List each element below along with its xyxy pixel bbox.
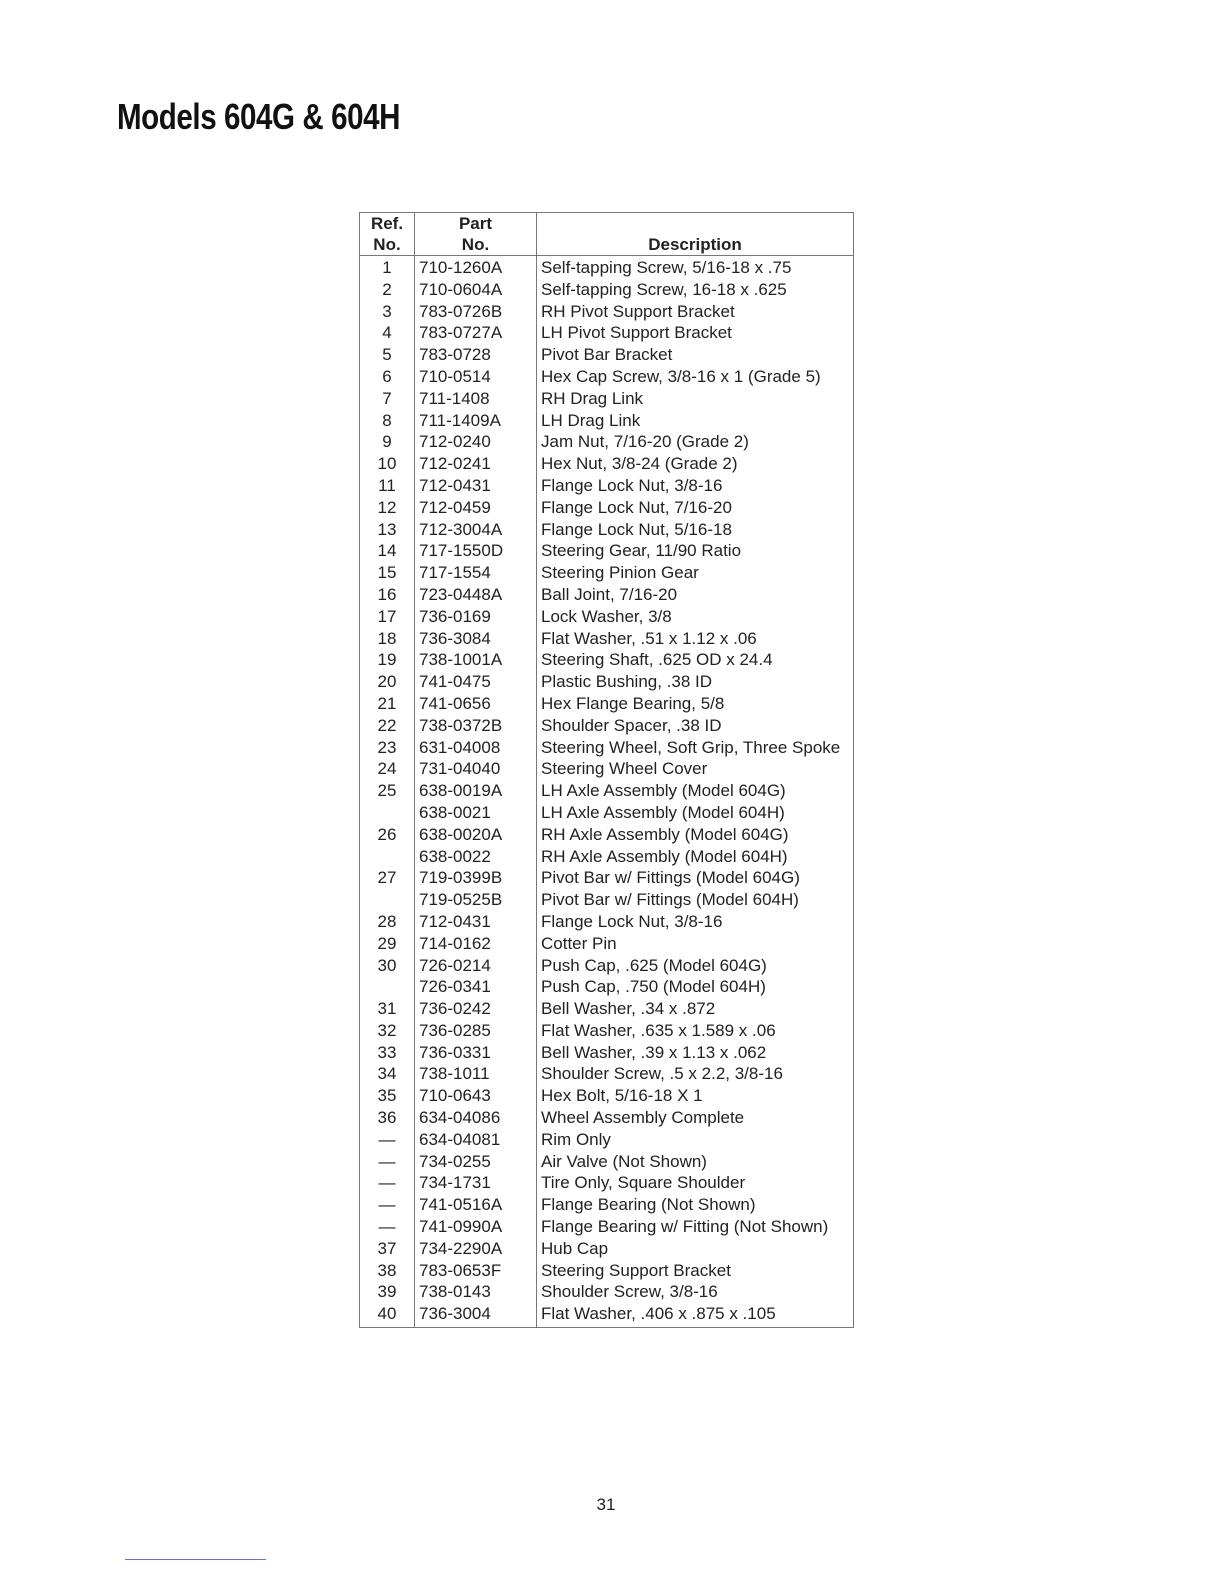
table-row (360, 562, 854, 584)
description-cell: Flat Washer, .635 x 1.589 x .06 (541, 1020, 776, 1040)
table-row (360, 1063, 854, 1085)
ref-no-cell: — (360, 1194, 415, 1216)
description-cell: Air Valve (Not Shown) (541, 1151, 707, 1171)
part-no-cell: 783-0653F (415, 1260, 537, 1282)
description-cell: Hex Nut, 3/8-24 (Grade 2) (541, 454, 738, 474)
table-row (360, 606, 854, 628)
part-no-header (415, 213, 537, 256)
description-cell: LH Pivot Support Bracket (541, 323, 732, 343)
part-no-cell: 736-0331 (415, 1042, 537, 1064)
table-row (360, 1020, 854, 1042)
ref-no-cell: 18 (360, 628, 415, 650)
table-row (360, 802, 854, 824)
description-cell: Shoulder Spacer, .38 ID (541, 715, 722, 735)
description-cell: Ball Joint, 7/16-20 (541, 584, 678, 604)
description-cell: Steering Pinion Gear (541, 563, 699, 583)
ref-no-cell: 21 (360, 693, 415, 715)
description-cell: RH Drag Link (541, 388, 644, 408)
description-cell: Pivot Bar Bracket (541, 345, 673, 365)
ref-no-cell: 19 (360, 649, 415, 671)
part-no-cell: 783-0726B (415, 301, 537, 323)
ref-no-cell: 10 (360, 453, 415, 475)
table-row (360, 540, 854, 562)
table-row (360, 780, 854, 802)
part-no-cell: 734-0255 (415, 1151, 537, 1173)
ref-no-cell: 29 (360, 933, 415, 955)
table-row (360, 867, 854, 889)
part-no-cell: 714-0162 (415, 933, 537, 955)
table-row (360, 497, 854, 519)
description-cell: Flange Lock Nut, 7/16-20 (541, 497, 732, 517)
table-row (360, 628, 854, 650)
part-no-cell: 736-3084 (415, 628, 537, 650)
table-row (360, 737, 854, 759)
part-no-cell: 712-0459 (415, 497, 537, 519)
description-cell: Steering Wheel Cover (541, 759, 708, 779)
table-row (360, 519, 854, 541)
table-row (360, 344, 854, 366)
description-cell: Bell Washer, .34 x .872 (541, 999, 716, 1019)
description-cell: Hex Bolt, 5/16-18 X 1 (541, 1086, 703, 1106)
description-cell: Lock Washer, 3/8 (541, 606, 672, 626)
header-row (360, 213, 854, 256)
description-cell: Wheel Assembly Complete (541, 1108, 745, 1128)
description-cell: Cotter Pin (541, 933, 617, 953)
description-cell: Hex Flange Bearing, 5/8 (541, 693, 725, 713)
table-row (360, 366, 854, 388)
part-no-cell: 726-0214 (415, 955, 537, 977)
ref-no-cell: 16 (360, 584, 415, 606)
parts-table-body (360, 256, 854, 1328)
ref-no-cell: 35 (360, 1085, 415, 1107)
description-cell: Self-tapping Screw, 5/16-18 x .75 (541, 258, 792, 277)
table-row (360, 584, 854, 606)
ref-no-cell: 12 (360, 497, 415, 519)
ref-no-cell: 7 (360, 388, 415, 410)
table-row (360, 649, 854, 671)
table-row (360, 998, 854, 1020)
ref-no-cell: — (360, 1216, 415, 1238)
part-no-cell: 712-0240 (415, 431, 537, 453)
table-row (360, 431, 854, 453)
table-row (360, 976, 854, 998)
part-no-cell: 631-04008 (415, 737, 537, 759)
table-row (360, 1151, 854, 1173)
description-cell: Shoulder Screw, 3/8-16 (541, 1282, 718, 1302)
part-no-cell: 710-0643 (415, 1085, 537, 1107)
table-row (360, 715, 854, 737)
ref-no-cell: 37 (360, 1238, 415, 1260)
ref-no-cell: 11 (360, 475, 415, 497)
ref-no-cell: 30 (360, 955, 415, 977)
description-cell: Flange Lock Nut, 5/16-18 (541, 519, 732, 539)
table-row (360, 911, 854, 933)
ref-header-line2: No. (373, 235, 401, 254)
ref-no-cell: 9 (360, 431, 415, 453)
part-no-cell: 712-0431 (415, 475, 537, 497)
part-no-cell: 723-0448A (415, 584, 537, 606)
description-cell: Steering Wheel, Soft Grip, Three Spoke (541, 737, 841, 757)
description-cell: RH Axle Assembly (Model 604G) (541, 824, 789, 844)
table-row (360, 1281, 854, 1303)
ref-no-cell: — (360, 1129, 415, 1151)
part-no-cell: 710-0514 (415, 366, 537, 388)
description-cell: Pivot Bar w/ Fittings (Model 604G) (541, 868, 800, 888)
description-cell: Flange Lock Nut, 3/8-16 (541, 911, 723, 931)
ref-no-cell: 2 (360, 279, 415, 301)
table-row (360, 758, 854, 780)
table-row (360, 1085, 854, 1107)
description-cell: Hub Cap (541, 1238, 609, 1258)
ref-no-cell: 20 (360, 671, 415, 693)
part-no-cell: 783-0727A (415, 322, 537, 344)
description-cell: Pivot Bar w/ Fittings (Model 604H) (541, 890, 799, 910)
ref-no-header (360, 213, 415, 256)
table-row (360, 256, 854, 279)
table-row (360, 453, 854, 475)
ref-no-cell: 3 (360, 301, 415, 323)
part-no-cell: 734-1731 (415, 1172, 537, 1194)
ref-no-cell: 27 (360, 867, 415, 889)
part-no-cell: 736-0285 (415, 1020, 537, 1042)
part-no-cell: 717-1554 (415, 562, 537, 584)
description-cell: Rim Only (541, 1129, 611, 1149)
table-row (360, 889, 854, 911)
part-no-cell: 710-1260A (415, 256, 537, 279)
part-no-cell: 638-0019A (415, 780, 537, 802)
part-no-cell: 638-0022 (415, 846, 537, 868)
ref-no-cell: 32 (360, 1020, 415, 1042)
ref-no-cell (360, 889, 415, 911)
footer-link-rule (125, 1559, 266, 1560)
table-row (360, 671, 854, 693)
description-cell: Steering Gear, 11/90 Ratio (541, 541, 742, 561)
ref-no-cell: 36 (360, 1107, 415, 1129)
part-no-cell: 738-1001A (415, 649, 537, 671)
ref-no-cell: 4 (360, 322, 415, 344)
table-row (360, 410, 854, 432)
part-no-cell: 736-0242 (415, 998, 537, 1020)
ref-no-cell (360, 976, 415, 998)
part-no-cell: 741-0990A (415, 1216, 537, 1238)
table-row (360, 279, 854, 301)
description-cell: Shoulder Screw, .5 x 2.2, 3/8-16 (541, 1064, 783, 1084)
ref-no-cell: 31 (360, 998, 415, 1020)
table-row (360, 846, 854, 868)
parts-table (359, 212, 854, 1328)
description-cell: Hex Cap Screw, 3/8-16 x 1 (Grade 5) (541, 366, 821, 386)
ref-no-cell (360, 846, 415, 868)
ref-no-cell: 28 (360, 911, 415, 933)
table-row (360, 1042, 854, 1064)
table-row (360, 1129, 854, 1151)
ref-header-line1: Ref. (370, 214, 404, 233)
table-row (360, 1238, 854, 1260)
page-title: Models 604G & 604H (117, 96, 401, 137)
part-no-cell: 719-0399B (415, 867, 537, 889)
ref-no-cell: 26 (360, 824, 415, 846)
ref-no-cell: 34 (360, 1063, 415, 1085)
part-no-cell: 738-1011 (415, 1063, 537, 1085)
table-row (360, 1172, 854, 1194)
table-row (360, 1216, 854, 1238)
page-number: 31 (596, 1495, 616, 1514)
description-cell: Tire Only, Square Shoulder (541, 1173, 746, 1193)
ref-no-cell: 33 (360, 1042, 415, 1064)
part-no-cell: 741-0656 (415, 693, 537, 715)
ref-no-cell: 14 (360, 540, 415, 562)
part-no-cell: 736-3004 (415, 1303, 537, 1327)
table-row (360, 955, 854, 977)
ref-no-cell: 22 (360, 715, 415, 737)
description-cell: Push Cap, .750 (Model 604H) (541, 977, 766, 997)
part-header-line2: No. (461, 235, 490, 254)
description-cell: LH Drag Link (541, 410, 641, 430)
table-row (360, 933, 854, 955)
description-cell: Steering Shaft, .625 OD x 24.4 (541, 650, 773, 670)
part-no-cell: 719-0525B (415, 889, 537, 911)
description-header: Description (648, 235, 742, 254)
description-cell: Flange Bearing w/ Fitting (Not Shown) (541, 1217, 829, 1237)
table-row (360, 322, 854, 344)
description-cell: Jam Nut, 7/16-20 (Grade 2) (541, 432, 749, 452)
ref-no-cell: 15 (360, 562, 415, 584)
ref-no-cell: 6 (360, 366, 415, 388)
part-no-cell: 731-04040 (415, 758, 537, 780)
ref-no-cell: 39 (360, 1281, 415, 1303)
part-no-cell: 712-0431 (415, 911, 537, 933)
description-cell: Push Cap, .625 (Model 604G) (541, 955, 767, 975)
ref-no-cell: 23 (360, 737, 415, 759)
part-no-cell: 741-0475 (415, 671, 537, 693)
table-row (360, 1303, 854, 1327)
ref-no-cell: 40 (360, 1303, 415, 1327)
ref-no-cell: 13 (360, 519, 415, 541)
table-row (360, 1260, 854, 1282)
table-row (360, 388, 854, 410)
table-row (360, 301, 854, 323)
part-no-cell: 638-0021 (415, 802, 537, 824)
description-cell: Flange Lock Nut, 3/8-16 (541, 475, 723, 495)
part-no-cell: 712-3004A (415, 519, 537, 541)
description-cell: LH Axle Assembly (Model 604H) (541, 802, 785, 822)
table-row (360, 693, 854, 715)
part-no-cell: 634-04086 (415, 1107, 537, 1129)
ref-no-cell: — (360, 1172, 415, 1194)
part-no-cell: 634-04081 (415, 1129, 537, 1151)
part-no-cell: 711-1409A (415, 410, 537, 432)
part-no-cell: 638-0020A (415, 824, 537, 846)
part-no-cell: 736-0169 (415, 606, 537, 628)
description-cell: RH Axle Assembly (Model 604H) (541, 846, 788, 866)
part-no-cell: 738-0372B (415, 715, 537, 737)
ref-no-cell: 25 (360, 780, 415, 802)
ref-no-cell: 17 (360, 606, 415, 628)
parts-table-header (360, 213, 854, 256)
description-cell: Steering Support Bracket (541, 1260, 731, 1280)
part-no-cell: 710-0604A (415, 279, 537, 301)
part-no-cell: 726-0341 (415, 976, 537, 998)
ref-no-cell: 5 (360, 344, 415, 366)
description-cell: Self-tapping Screw, 16-18 x .625 (541, 279, 787, 299)
part-no-cell: 783-0728 (415, 344, 537, 366)
ref-no-cell (360, 802, 415, 824)
table-row (360, 475, 854, 497)
ref-no-cell: 38 (360, 1260, 415, 1282)
description-cell: Flange Bearing (Not Shown) (541, 1195, 756, 1215)
description-cell: Bell Washer, .39 x 1.13 x .062 (541, 1042, 767, 1062)
description-cell: LH Axle Assembly (Model 604G) (541, 781, 786, 801)
table-row (360, 1107, 854, 1129)
part-no-cell: 711-1408 (415, 388, 537, 410)
ref-no-cell: — (360, 1151, 415, 1173)
ref-no-cell: 1 (360, 256, 415, 279)
table-row (360, 824, 854, 846)
description-cell: Flat Washer, .406 x .875 x .105 (541, 1304, 776, 1324)
table-row (360, 1194, 854, 1216)
description-cell: Plastic Bushing, .38 ID (541, 672, 713, 692)
part-no-cell: 734-2290A (415, 1238, 537, 1260)
part-no-cell: 738-0143 (415, 1281, 537, 1303)
part-no-cell: 712-0241 (415, 453, 537, 475)
description-cell: Flat Washer, .51 x 1.12 x .06 (541, 628, 757, 648)
ref-no-cell: 24 (360, 758, 415, 780)
ref-no-cell: 8 (360, 410, 415, 432)
description-cell: RH Pivot Support Bracket (541, 301, 735, 321)
part-header-line1: Part (458, 214, 493, 233)
part-no-cell: 741-0516A (415, 1194, 537, 1216)
part-no-cell: 717-1550D (415, 540, 537, 562)
